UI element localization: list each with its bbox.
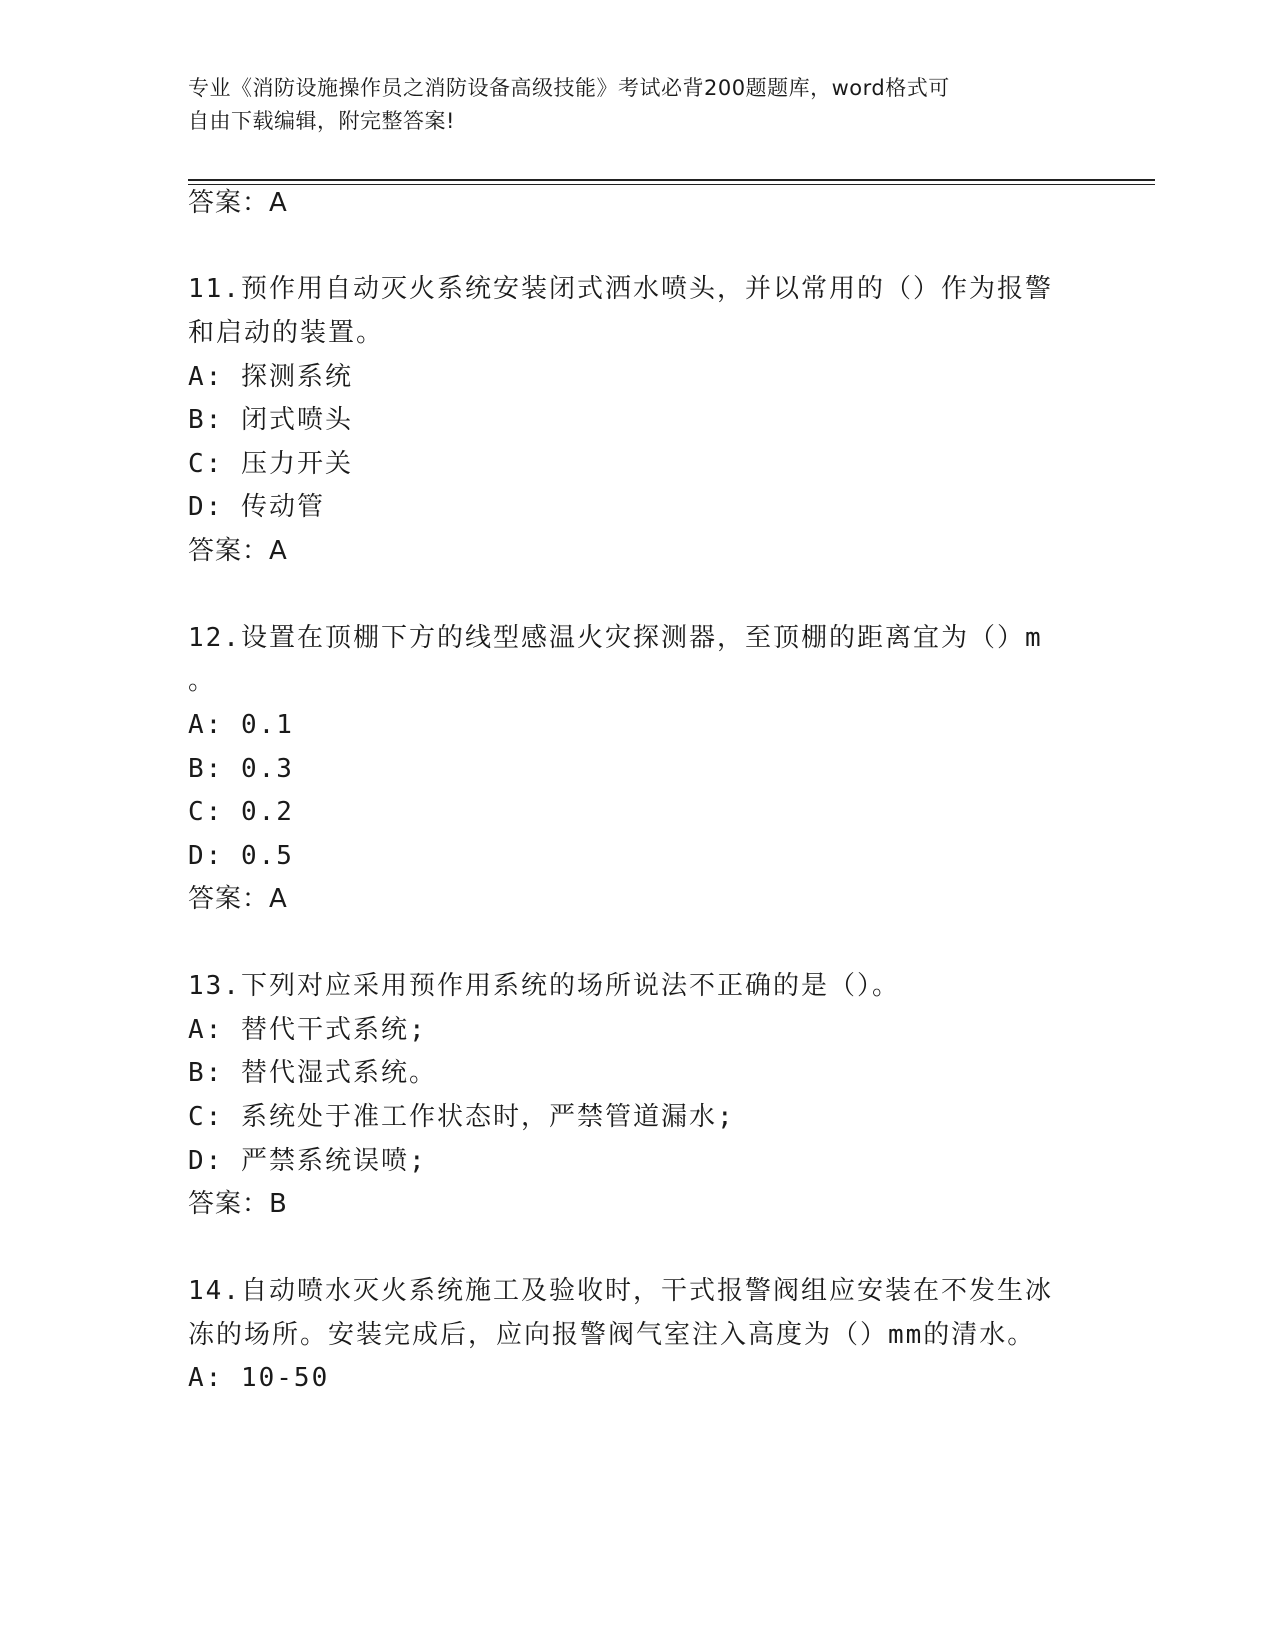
- question-13-option-a: A: 替代干式系统;: [188, 1015, 427, 1045]
- question-13-answer: 答案：B: [188, 1189, 288, 1219]
- question-11-text-line-1: 11.预作用自动灭火系统安装闭式洒水喷头，并以常用的（）作为报警: [188, 274, 1053, 304]
- header-divider-thin: [188, 184, 1155, 185]
- question-12-option-d: D: 0.5: [188, 841, 294, 871]
- question-12-option-b: B: 0.3: [188, 754, 294, 784]
- question-13-option-d: D: 严禁系统误喷;: [188, 1146, 427, 1176]
- question-13-option-b: B: 替代湿式系统。: [188, 1058, 437, 1088]
- question-11-answer: 答案：A: [188, 536, 288, 566]
- question-12-option-a: A: 0.1: [188, 710, 294, 740]
- header-line-1: 专业《消防设施操作员之消防设备高级技能》考试必背200题题库，word格式可: [188, 76, 950, 100]
- question-12-text-line-2: 。: [188, 666, 217, 696]
- question-14-text-line-2: 冻的场所。安装完成后，应向报警阀气室注入高度为（）mm的清水。: [188, 1320, 1036, 1350]
- page-header: [188, 72, 1068, 138]
- question-11-option-c: C: 压力开关: [188, 449, 353, 479]
- header-line-2: 自由下载编辑，附完整答案!: [188, 109, 455, 133]
- question-12-text-line-1: 12.设置在顶棚下方的线型感温火灾探测器，至顶棚的距离宜为（）m: [188, 623, 1043, 653]
- answer-prev: 答案：A: [188, 188, 288, 218]
- question-11-text-line-2: 和启动的装置。: [188, 318, 385, 348]
- question-11-option-d: D: 传动管: [188, 492, 325, 522]
- question-12-answer: 答案：A: [188, 884, 288, 914]
- header-divider-thick: [188, 179, 1155, 181]
- question-11-option-b: B: 闭式喷头: [188, 405, 353, 435]
- question-11-option-a: A: 探测系统: [188, 362, 353, 392]
- question-12-option-c: C: 0.2: [188, 797, 294, 827]
- question-14-text-line-1: 14.自动喷水灭火系统施工及验收时，干式报警阀组应安装在不发生冰: [188, 1276, 1053, 1306]
- question-14-option-a: A: 10-50: [188, 1363, 330, 1393]
- question-13-text-line-1: 13.下列对应采用预作用系统的场所说法不正确的是（）。: [188, 971, 900, 1001]
- question-13-option-c: C: 系统处于准工作状态时，严禁管道漏水;: [188, 1102, 735, 1132]
